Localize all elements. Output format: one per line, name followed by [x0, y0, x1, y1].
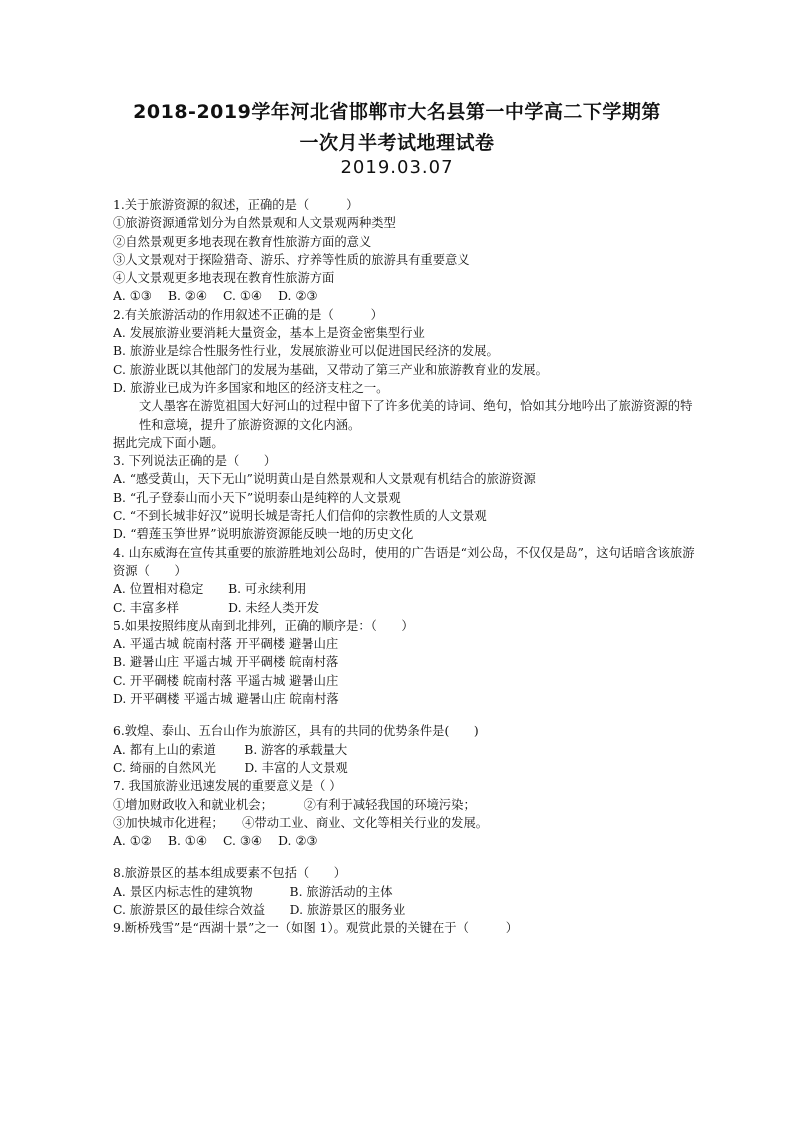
question-7: 7. 我国旅游业迅速发展的重要意义是（ ） — [113, 779, 342, 794]
option-b: B. 旅游业是综合性服务性行业，发展旅游业可以促进国民经济的发展。 — [113, 344, 499, 359]
question-4: 4. 山东威海在宣传其重要的旅游胜地刘公岛时，使用的广告语是“刘公岛，不仅仅是岛”，这句话暗含该旅游资源（ ） — [113, 545, 695, 578]
question-6: 6.敦煌、泰山、五台山作为旅游区，具有的共同的优势条件是( ) — [113, 724, 479, 739]
option-d: D. “碧莲玉笋世界”说明旅游资源能反映一地的历史文化 — [113, 527, 414, 542]
options-ab: A. 都有上山的索道 B. 游客的承载量大 — [113, 742, 348, 757]
option-c: C. 开平碉楼 皖南村落 平遥古城 避暑山庄 — [113, 673, 339, 688]
option-c: C. “不到长城非好汉”说明长城是寄托人们信仰的宗教性质的人文景观 — [113, 509, 487, 524]
option-a: A. “感受黄山，天下无山”说明黄山是自然景观和人文景观有机结合的旅游资源 — [113, 472, 536, 487]
options-cd: C. 旅游景区的最佳综合效益 D. 旅游景区的服务业 — [113, 902, 406, 917]
statement-1: ①旅游资源通常划分为自然景观和人文景观两种类型 — [113, 216, 396, 231]
statement-3: ③人文景观对于探险猎奇、游乐、疗养等性质的旅游具有重要意义 — [113, 252, 470, 267]
question-1: 1.关于旅游资源的叙述，正确的是（ ） — [113, 198, 359, 212]
option-a: A. 平遥古城 皖南村落 开平碉楼 避暑山庄 — [113, 637, 339, 652]
question-7-options: A. ①② B. ①④ C. ③④ D. ②③ — [113, 834, 318, 849]
reading-passage: 文人墨客在游览祖国大好河山的过程中留下了许多优美的诗词、绝句，恰如其分地吟出了旅游资源的特性和意境，提升了旅游资源的文化内涵。 — [139, 399, 693, 432]
question-9: 9.断桥残雪”是“西湖十景”之一（如图 1）。观赏此景的关键在于（ ） — [113, 921, 519, 936]
option-d: D. 旅游业已成为许多国家和地区的经济支柱之一。 — [113, 380, 389, 395]
options-ab: A. 位置相对稳定 B. 可永续利用 — [113, 582, 307, 597]
spacer — [113, 708, 695, 722]
option-d: D. 开平碉楼 平遥古城 避暑山庄 皖南村落 — [113, 692, 339, 707]
exam-body — [113, 196, 695, 938]
option-b: B. 避暑山庄 平遥古城 开平碉楼 皖南村落 — [113, 655, 339, 670]
title-line-2: 一次月半考试地理试卷 — [299, 132, 495, 154]
options-cd: C. 丰富多样 D. 未经人类开发 — [113, 600, 320, 615]
question-8: 8.旅游景区的基本组成要素不包括（ ） — [113, 866, 347, 881]
question-5: 5.如果按照纬度从南到北排列，正确的顺序是：（ ） — [113, 618, 414, 633]
title-line-1: 2018-2019学年河北省邯郸市大名县第一中学高二下学期第 — [133, 101, 661, 123]
option-b: B. “孔子登泰山而小天下”说明泰山是纯粹的人文景观 — [113, 490, 401, 505]
statement-2: ②自然景观更多地表现在教育性旅游方面的意义 — [113, 234, 372, 249]
options-ab: A. 景区内标志性的建筑物 B. 旅游活动的主体 — [113, 884, 393, 899]
spacer — [113, 850, 695, 864]
statements-1-2: ①增加财政收入和就业机会； ②有利于减轻我国的环境污染； — [113, 797, 476, 812]
statements-3-4: ③加快城市化进程； ④带动工业、商业、文化等相关行业的发展。 — [113, 815, 489, 830]
passage-instruction: 据此完成下面小题。 — [113, 435, 224, 450]
options-cd: C. 绮丽的自然风光 D. 丰富的人文景观 — [113, 760, 348, 775]
exam-date: 2019.03.07 — [340, 157, 454, 178]
question-3: 3. 下列说法正确的是（ ） — [113, 454, 277, 469]
question-2: 2.有关旅游活动的作用叙述不正确的是（ ） — [113, 307, 383, 322]
question-1-options: A. ①③ B. ②④ C. ①④ D. ②③ — [113, 289, 318, 304]
statement-4: ④人文景观更多地表现在教育性旅游方面 — [113, 271, 335, 286]
option-c: C. 旅游业既以其他部门的发展为基础，又带动了第三产业和旅游教育业的发展。 — [113, 362, 548, 377]
option-a: A. 发展旅游业要消耗大量资金，基本上是资金密集型行业 — [113, 326, 425, 341]
